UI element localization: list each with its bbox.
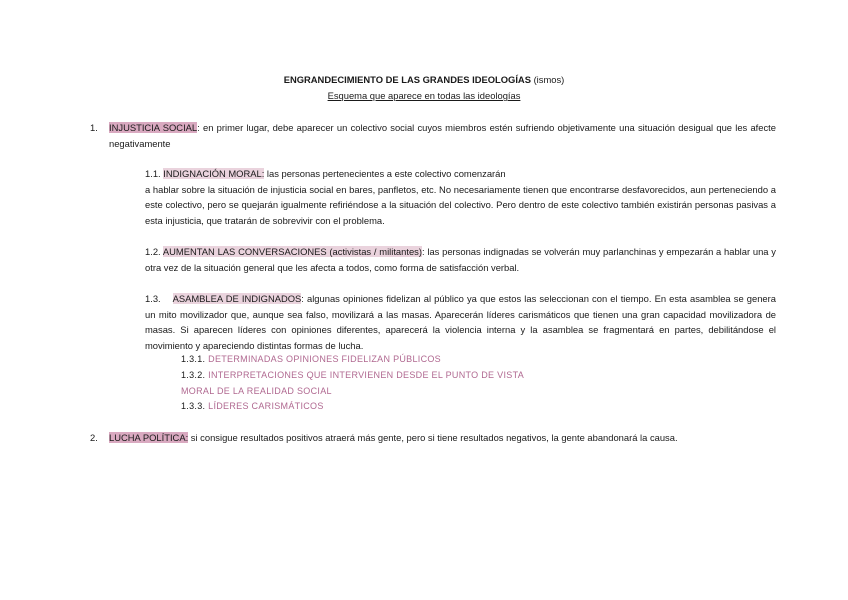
subitem-1-3-3 [181,399,324,415]
item-label: INDIGNACIÓN MORAL: [163,168,265,179]
item-1-3 [145,291,776,353]
item-label: ASAMBLEA DE INDIGNADOS [172,293,302,304]
item-label: AUMENTAN LAS CONVERSACIONES (activistas / militantes) [162,246,422,257]
item-number: 1.1. [145,168,161,179]
item-text-rest: a hablar sobre la situación de injusticia social en bares, panfletos, etc. No necesariamente tienen que encontrarse desfavorecidos, aun perteneciendo a este colectivo, pero se quejarán igualmente refiriéndose a la situación del colectivo. Pero dentro de este colectivo también existirán personas pasivas a esta injusticia, que tratarán de sobrevivir con el problema. [145,183,776,226]
item-number: 1.2. [145,246,161,257]
subitem-text: DETERMINADAS OPINIONES FIDELIZAN PÚBLICOS [208,354,441,364]
item-1 [90,120,776,151]
document-title [0,72,848,88]
subitem-text: LÍDERES CARISMÁTICOS [208,401,324,411]
item-text: : algunas opiniones fidelizan al público ya que estos las seleccionan con el tiempo. En esta asamblea se genera un mito movilizador que, aunque sea falso, movilizará a las masas. Aparecerán líderes carismáticos que tienen una gran capacidad movilizadora de masas. Si aparecen líderes con opiniones diferentes, aparecerá la violencia interna y la asamblea se fragmentará en partes, debilitándose el movimiento y apareciendo distintas formas de lucha. [145,293,776,351]
document-subtitle: Esquema que aparece en todas las ideologías [327,90,521,101]
subitem-number: 1.3.3. [181,401,206,411]
item-body [109,430,776,446]
item-label: INJUSTICIA SOCIAL [109,122,198,133]
title-suffix: (ismos) [533,74,565,85]
item-text: : las personas indignadas se volverán muy parlanchinas y empezarán a hablar una y otra vez de la situación general que les afecta a todos, como forma de satisfacción verbal. [145,246,776,273]
item-body [109,120,776,151]
subitem-number: 1.3.2. [181,370,206,380]
subitem-1-3-2-continued: MORAL DE LA REALIDAD SOCIAL [181,386,332,396]
subitem-number: 1.3.1. [181,354,206,364]
subitem-1-3-1 [181,352,441,368]
subitem-text: INTERPRETACIONES QUE INTERVIENEN DESDE EL PUNTO DE VISTA [208,370,524,380]
item-number: 1. [90,122,98,133]
subitem-1-3-2 [181,368,524,384]
item-1-2 [145,244,776,275]
item-number: 1.3. [145,293,161,304]
item-text-first: las personas pertenecientes a este colectivo comenzarán [264,168,506,179]
item-first-line [145,166,776,182]
item-2 [90,430,776,446]
item-label: LUCHA POLÍTICA: [109,432,189,443]
item-number: 2. [90,432,98,443]
item-text: : en primer lugar, debe aparecer un colectivo social cuyos miembros estén sufriendo objetivamente una situación desigual que les afecte negativamente [109,122,776,149]
title-main: ENGRANDECIMIENTO DE LAS GRANDES IDEOLOGÍAS [283,74,531,85]
item-1-1 [145,166,776,228]
item-text: si consigue resultados positivos atraerá más gente, pero si tiene resultados negativos, la gente abandonará la causa. [188,432,678,443]
